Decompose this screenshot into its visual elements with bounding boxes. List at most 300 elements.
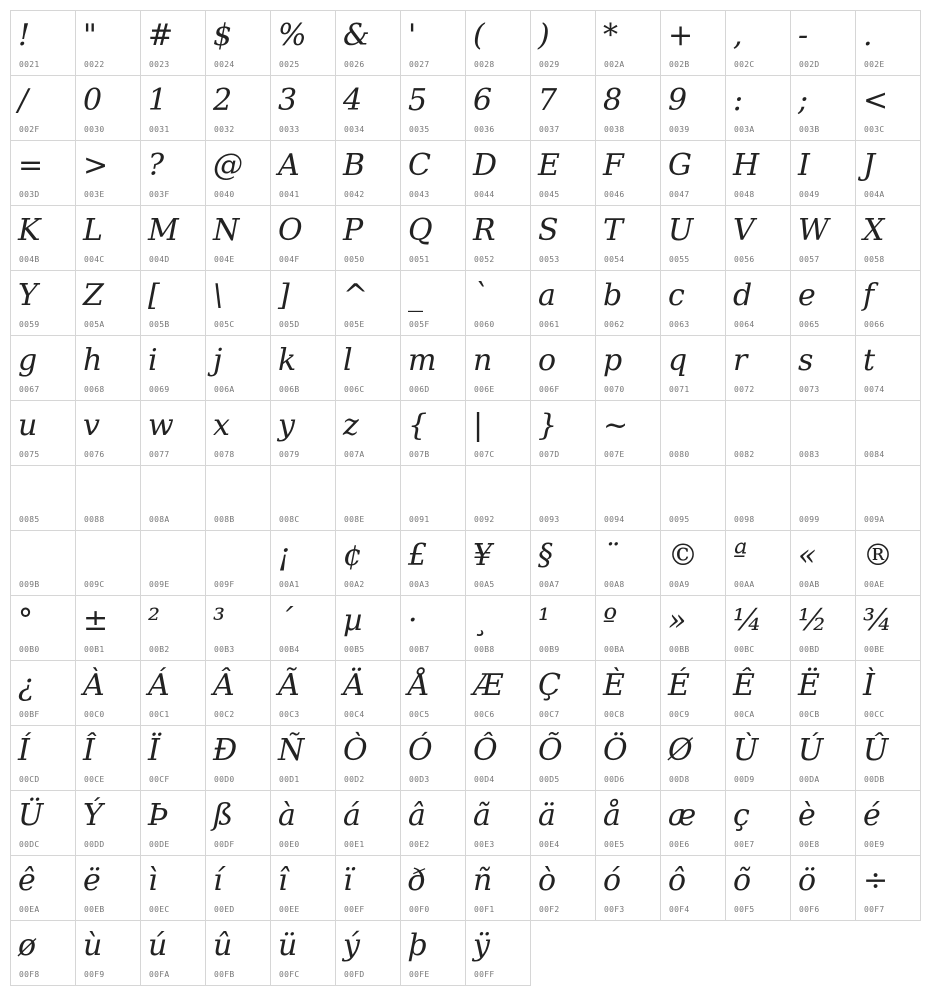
glyph-code-label: 0065 — [799, 320, 820, 329]
glyph-sample: 1 — [148, 83, 168, 118]
glyph-cell — [725, 75, 791, 141]
glyph-code-label: 004C — [84, 255, 105, 264]
glyph-cell — [140, 270, 206, 336]
glyph-code-label: 0068 — [84, 385, 105, 394]
glyph-code-label: 005B — [149, 320, 170, 329]
glyph-code-label: 00CA — [734, 710, 755, 719]
glyph-sample: K — [18, 213, 41, 248]
glyph-sample: Þ — [148, 798, 169, 833]
glyph-code-label: 00BE — [864, 645, 885, 654]
glyph-cell — [400, 140, 466, 206]
glyph-cell — [790, 335, 856, 401]
glyph-cell — [205, 10, 271, 76]
glyph-cell — [400, 790, 466, 856]
glyph-code-label: 0055 — [669, 255, 690, 264]
glyph-code-label: 009A — [864, 515, 885, 524]
glyph-cell — [790, 400, 856, 466]
glyph-code-label: 0078 — [214, 450, 235, 459]
glyph-code-label: 0074 — [864, 385, 885, 394]
glyph-sample: ú — [148, 928, 168, 963]
glyph-code-label: 0051 — [409, 255, 430, 264]
glyph-cell — [400, 465, 466, 531]
glyph-cell — [725, 530, 791, 596]
glyph-cell — [75, 595, 141, 661]
glyph-cell — [205, 920, 271, 986]
glyph-cell — [140, 595, 206, 661]
glyph-sample: Æ — [473, 668, 504, 703]
glyph-cell — [400, 660, 466, 726]
glyph-cell — [205, 660, 271, 726]
glyph-cell — [855, 205, 921, 271]
glyph-code-label: 002C — [734, 60, 755, 69]
glyph-sample: Õ — [538, 733, 563, 768]
glyph-code-label: 0082 — [734, 450, 755, 459]
glyph-code-label: 0083 — [799, 450, 820, 459]
glyph-code-label: 006F — [539, 385, 560, 394]
glyph-cell — [530, 10, 596, 76]
glyph-code-label: 00DE — [149, 840, 170, 849]
glyph-cell — [530, 75, 596, 141]
glyph-cell — [400, 920, 466, 986]
glyph-code-label: 00D6 — [604, 775, 625, 784]
glyph-cell — [10, 270, 76, 336]
glyph-code-label: 00F8 — [19, 970, 40, 979]
glyph-cell — [335, 790, 401, 856]
glyph-code-label: 00BB — [669, 645, 690, 654]
glyph-cell — [335, 855, 401, 921]
glyph-code-label: 006E — [474, 385, 495, 394]
glyph-cell — [400, 725, 466, 791]
glyph-code-label: 00C0 — [84, 710, 105, 719]
glyph-cell — [400, 205, 466, 271]
glyph-code-label: 0092 — [474, 515, 495, 524]
glyph-sample: ì — [148, 863, 158, 898]
glyph-code-label: 00DD — [84, 840, 105, 849]
glyph-sample: » — [668, 603, 687, 638]
glyph-cell — [530, 855, 596, 921]
glyph-code-label: 0071 — [669, 385, 690, 394]
glyph-cell — [595, 335, 661, 401]
glyph-sample: ý — [343, 928, 360, 963]
glyph-sample: s — [798, 343, 814, 378]
glyph-sample: ü — [278, 928, 298, 963]
glyph-code-label: 0025 — [279, 60, 300, 69]
glyph-sample: \ — [213, 278, 224, 313]
glyph-code-label: 00DB — [864, 775, 885, 784]
glyph-sample: c — [668, 278, 685, 313]
glyph-sample: D — [473, 148, 498, 183]
glyph-sample: Ü — [18, 798, 44, 833]
glyph-cell — [790, 725, 856, 791]
glyph-code-label: 0093 — [539, 515, 560, 524]
glyph-code-label: 0030 — [84, 125, 105, 134]
glyph-code-label: 009B — [19, 580, 40, 589]
glyph-code-label: 0031 — [149, 125, 170, 134]
glyph-code-label: 00CF — [149, 775, 170, 784]
glyph-sample: ~ — [603, 408, 629, 443]
glyph-cell — [660, 530, 726, 596]
glyph-code-label: 008A — [149, 515, 170, 524]
glyph-sample: § — [538, 538, 553, 573]
glyph-code-label: 006D — [409, 385, 430, 394]
glyph-code-label: 00A1 — [279, 580, 300, 589]
glyph-cell — [725, 790, 791, 856]
glyph-cell — [270, 75, 336, 141]
glyph-code-label: 00A7 — [539, 580, 560, 589]
glyph-cell — [205, 335, 271, 401]
glyph-cell — [790, 205, 856, 271]
glyph-code-label: 0035 — [409, 125, 430, 134]
glyph-sample: J — [863, 148, 876, 183]
glyph-sample: Ø — [668, 733, 693, 768]
glyph-code-label: 0028 — [474, 60, 495, 69]
glyph-code-label: 00EA — [19, 905, 40, 914]
glyph-cell — [335, 595, 401, 661]
glyph-sample: Á — [148, 668, 170, 703]
glyph-code-label: 0037 — [539, 125, 560, 134]
glyph-sample: B — [343, 148, 366, 183]
glyph-code-label: 005F — [409, 320, 430, 329]
glyph-code-label: 0085 — [19, 515, 40, 524]
glyph-code-label: 00D1 — [279, 775, 300, 784]
glyph-cell — [10, 140, 76, 206]
glyph-code-label: 00A3 — [409, 580, 430, 589]
glyph-cell — [595, 530, 661, 596]
glyph-sample: ' — [408, 18, 417, 53]
glyph-code-label: 00F1 — [474, 905, 495, 914]
glyph-code-label: 00E6 — [669, 840, 690, 849]
glyph-sample: ¸ — [473, 603, 488, 638]
glyph-cell — [335, 75, 401, 141]
glyph-code-label: 00E0 — [279, 840, 300, 849]
glyph-sample: V — [733, 213, 755, 248]
glyph-code-label: 00DF — [214, 840, 235, 849]
glyph-code-label: 0042 — [344, 190, 365, 199]
glyph-cell — [660, 75, 726, 141]
glyph-sample: ° — [18, 603, 33, 638]
glyph-code-label: 00B1 — [84, 645, 105, 654]
glyph-code-label: 006A — [214, 385, 235, 394]
glyph-sample: Î — [83, 733, 95, 768]
glyph-code-label: 004A — [864, 190, 885, 199]
glyph-cell — [465, 140, 531, 206]
glyph-cell — [10, 725, 76, 791]
glyph-code-label: 0057 — [799, 255, 820, 264]
glyph-cell — [465, 660, 531, 726]
glyph-code-label: 00EE — [279, 905, 300, 914]
glyph-sample: y — [278, 408, 295, 443]
glyph-cell — [725, 205, 791, 271]
glyph-cell — [855, 10, 921, 76]
glyph-sample: j — [213, 343, 223, 378]
glyph-sample: 5 — [408, 83, 428, 118]
glyph-sample: . — [863, 18, 873, 53]
glyph-cell — [855, 400, 921, 466]
glyph-sample: b — [603, 278, 623, 313]
glyph-code-label: 0053 — [539, 255, 560, 264]
glyph-cell — [595, 270, 661, 336]
glyph-cell — [75, 530, 141, 596]
glyph-code-label: 00BD — [799, 645, 820, 654]
glyph-code-label: 005D — [279, 320, 300, 329]
glyph-cell — [10, 660, 76, 726]
glyph-code-label: 00BF — [19, 710, 40, 719]
glyph-code-label: 00E4 — [539, 840, 560, 849]
glyph-sample: N — [213, 213, 240, 248]
glyph-code-label: 008E — [344, 515, 365, 524]
glyph-sample: + — [668, 18, 694, 53]
glyph-code-label: 0049 — [799, 190, 820, 199]
glyph-sample: ð — [408, 863, 427, 898]
glyph-cell — [595, 465, 661, 531]
glyph-cell — [530, 790, 596, 856]
glyph-code-label: 0075 — [19, 450, 40, 459]
glyph-sample: g — [18, 343, 38, 378]
glyph-code-label: 00AE — [864, 580, 885, 589]
glyph-cell — [660, 855, 726, 921]
glyph-cell — [270, 400, 336, 466]
glyph-cell — [790, 270, 856, 336]
glyph-code-label: 002E — [864, 60, 885, 69]
glyph-code-label: 00F0 — [409, 905, 430, 914]
glyph-code-label: 0064 — [734, 320, 755, 329]
glyph-sample: © — [668, 538, 698, 573]
glyph-cell — [530, 530, 596, 596]
glyph-cell — [205, 75, 271, 141]
glyph-sample: L — [83, 213, 103, 248]
glyph-cell — [855, 75, 921, 141]
glyph-code-label: 0070 — [604, 385, 625, 394]
glyph-sample: î — [278, 863, 288, 898]
glyph-cell — [660, 595, 726, 661]
glyph-cell — [595, 855, 661, 921]
glyph-sample: Ý — [83, 798, 103, 833]
glyph-code-label: 00C2 — [214, 710, 235, 719]
glyph-cell — [790, 790, 856, 856]
glyph-code-label: 00C8 — [604, 710, 625, 719]
glyph-code-label: 003A — [734, 125, 755, 134]
glyph-code-label: 003C — [864, 125, 885, 134]
glyph-code-label: 00B4 — [279, 645, 300, 654]
glyph-cell — [465, 205, 531, 271]
glyph-cell — [205, 855, 271, 921]
glyph-code-label: 0036 — [474, 125, 495, 134]
glyph-sample: R — [473, 213, 496, 248]
glyph-cell — [790, 530, 856, 596]
glyph-cell — [400, 75, 466, 141]
glyph-cell — [725, 660, 791, 726]
glyph-code-label: 00FF — [474, 970, 495, 979]
glyph-cell — [465, 465, 531, 531]
glyph-cell — [270, 725, 336, 791]
glyph-code-label: 0039 — [669, 125, 690, 134]
glyph-code-label: 00CC — [864, 710, 885, 719]
glyph-code-label: 00CB — [799, 710, 820, 719]
glyph-code-label: 0047 — [669, 190, 690, 199]
glyph-code-label: 0094 — [604, 515, 625, 524]
glyph-cell — [465, 595, 531, 661]
glyph-code-label: 0032 — [214, 125, 235, 134]
glyph-code-label: 009F — [214, 580, 235, 589]
glyph-sample: Å — [408, 668, 430, 703]
glyph-cell — [595, 400, 661, 466]
glyph-cell — [855, 140, 921, 206]
glyph-sample: @ — [213, 148, 243, 183]
glyph-cell — [595, 660, 661, 726]
glyph-cell — [595, 790, 661, 856]
glyph-cell — [10, 530, 76, 596]
glyph-sample: ñ — [473, 863, 493, 898]
glyph-code-label: 0061 — [539, 320, 560, 329]
glyph-cell — [205, 465, 271, 531]
glyph-sample: F — [603, 148, 624, 183]
glyph-code-label: 00BA — [604, 645, 625, 654]
glyph-code-label: 00FD — [344, 970, 365, 979]
glyph-cell — [595, 10, 661, 76]
glyph-sample: ¥ — [473, 538, 493, 573]
glyph-cell — [855, 855, 921, 921]
glyph-code-label: 00B8 — [474, 645, 495, 654]
glyph-cell — [855, 270, 921, 336]
glyph-code-label: 005C — [214, 320, 235, 329]
glyph-sample: ] — [278, 278, 290, 313]
glyph-sample: ^ — [343, 278, 369, 313]
glyph-code-label: 00F5 — [734, 905, 755, 914]
glyph-cell — [725, 595, 791, 661]
glyph-cell — [270, 10, 336, 76]
glyph-code-label: 0044 — [474, 190, 495, 199]
glyph-cell — [465, 920, 531, 986]
glyph-sample: ÿ — [473, 928, 490, 963]
glyph-code-label: 00F2 — [539, 905, 560, 914]
glyph-code-label: 00D4 — [474, 775, 495, 784]
glyph-sample: i — [148, 343, 158, 378]
glyph-sample: 7 — [538, 83, 558, 118]
glyph-sample: U — [668, 213, 694, 248]
glyph-cell — [790, 10, 856, 76]
glyph-cell — [205, 400, 271, 466]
glyph-sample: Ì — [863, 668, 875, 703]
glyph-cell — [335, 10, 401, 76]
glyph-sample: ! — [18, 18, 31, 53]
glyph-cell — [530, 205, 596, 271]
glyph-code-label: 00BC — [734, 645, 755, 654]
glyph-cell — [140, 530, 206, 596]
glyph-cell — [660, 335, 726, 401]
glyph-sample: P — [343, 213, 364, 248]
glyph-code-label: 002A — [604, 60, 625, 69]
glyph-cell — [205, 140, 271, 206]
glyph-cell — [205, 725, 271, 791]
glyph-sample: = — [18, 148, 44, 183]
glyph-code-label: 004E — [214, 255, 235, 264]
glyph-cell — [205, 595, 271, 661]
glyph-sample: _ — [408, 278, 423, 313]
glyph-cell — [400, 400, 466, 466]
glyph-sample: f — [863, 278, 875, 313]
glyph-cell — [10, 465, 76, 531]
glyph-cell — [855, 530, 921, 596]
glyph-cell — [75, 335, 141, 401]
glyph-code-label: 00CE — [84, 775, 105, 784]
glyph-cell — [75, 10, 141, 76]
glyph-code-label: 00F7 — [864, 905, 885, 914]
glyph-sample: À — [83, 668, 105, 703]
glyph-code-label: 0033 — [279, 125, 300, 134]
glyph-cell — [75, 140, 141, 206]
glyph-cell — [790, 855, 856, 921]
glyph-sample: É — [668, 668, 690, 703]
glyph-sample: : — [733, 83, 744, 118]
glyph-sample: 3 — [278, 83, 298, 118]
glyph-cell — [725, 140, 791, 206]
glyph-sample: # — [148, 18, 174, 53]
glyph-code-label: 0046 — [604, 190, 625, 199]
glyph-code-label: 0098 — [734, 515, 755, 524]
glyph-cell — [270, 660, 336, 726]
glyph-code-label: 00F9 — [84, 970, 105, 979]
glyph-code-label: 0054 — [604, 255, 625, 264]
glyph-code-label: 007C — [474, 450, 495, 459]
glyph-sample: Q — [408, 213, 433, 248]
glyph-code-label: 0063 — [669, 320, 690, 329]
glyph-code-label: 00CD — [19, 775, 40, 784]
glyph-sample: Ç — [538, 668, 561, 703]
glyph-sample: 6 — [473, 83, 493, 118]
glyph-sample: ³ — [213, 603, 226, 638]
glyph-code-label: 00B9 — [539, 645, 560, 654]
glyph-code-label: 0038 — [604, 125, 625, 134]
glyph-cell — [335, 920, 401, 986]
glyph-cell — [10, 790, 76, 856]
glyph-cell — [335, 335, 401, 401]
glyph-cell — [660, 140, 726, 206]
glyph-sample: ç — [733, 798, 750, 833]
glyph-cell — [75, 790, 141, 856]
glyph-sample: Ù — [733, 733, 759, 768]
glyph-sample: } — [538, 408, 558, 443]
glyph-cell — [660, 400, 726, 466]
glyph-cell — [205, 205, 271, 271]
glyph-sample: ¢ — [343, 538, 363, 573]
glyph-cell — [725, 335, 791, 401]
glyph-cell — [855, 660, 921, 726]
glyph-cell — [855, 595, 921, 661]
glyph-sample: ¨ — [603, 538, 618, 573]
glyph-code-label: 00E3 — [474, 840, 495, 849]
glyph-code-label: 0059 — [19, 320, 40, 329]
glyph-cell — [270, 530, 336, 596]
glyph-code-label: 009C — [84, 580, 105, 589]
glyph-cell — [335, 270, 401, 336]
glyph-sample: ± — [83, 603, 109, 638]
glyph-cell — [75, 75, 141, 141]
glyph-cell — [10, 595, 76, 661]
glyph-cell — [660, 790, 726, 856]
glyph-code-label: 0022 — [84, 60, 105, 69]
glyph-cell — [660, 10, 726, 76]
glyph-cell — [855, 335, 921, 401]
glyph-sample: d — [733, 278, 753, 313]
glyph-code-label: 00D5 — [539, 775, 560, 784]
glyph-code-label: 006B — [279, 385, 300, 394]
glyph-code-label: 0056 — [734, 255, 755, 264]
glyph-cell — [790, 75, 856, 141]
glyph-code-label: 0040 — [214, 190, 235, 199]
glyph-code-label: 00D2 — [344, 775, 365, 784]
glyph-sample: 9 — [668, 83, 688, 118]
glyph-code-label: 0073 — [799, 385, 820, 394]
